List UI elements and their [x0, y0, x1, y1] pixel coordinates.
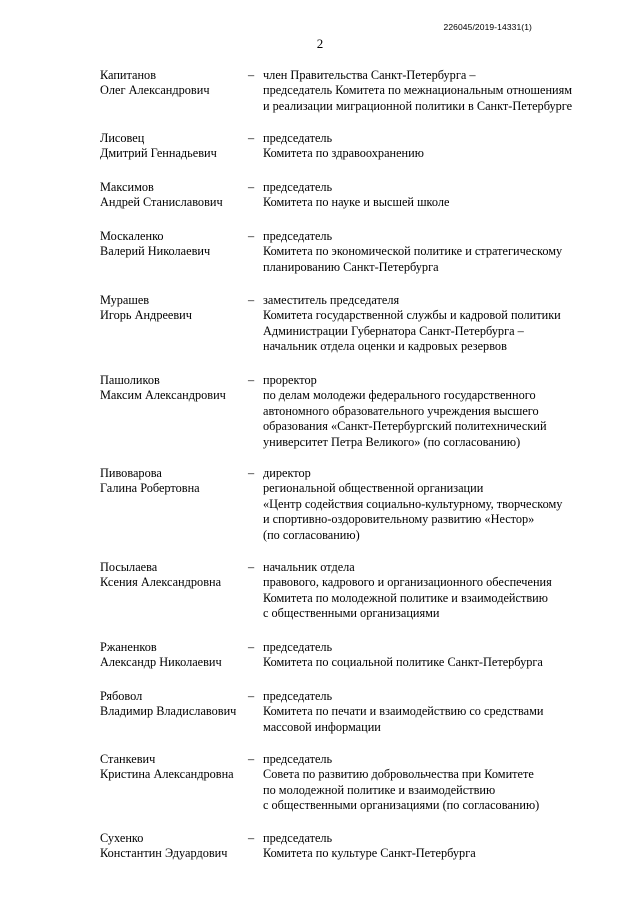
role-line: (по согласованию) — [263, 527, 360, 542]
member-name — [100, 373, 250, 404]
member-given-names: Максим Александрович — [100, 388, 226, 403]
member-role — [263, 68, 593, 114]
role-line: «Центр содействия социально-культурному, творческому — [263, 496, 563, 511]
member-name — [100, 293, 250, 324]
document-code: 226045/2019-14331(1) — [443, 22, 532, 32]
member-name — [100, 68, 250, 99]
member-role — [263, 466, 593, 543]
member-role — [263, 752, 593, 814]
dash-separator: – — [248, 131, 255, 145]
member-role — [263, 229, 593, 275]
page-number: 2 — [316, 36, 324, 51]
member-surname: Сухенко — [100, 831, 144, 845]
role-line: директор — [263, 466, 311, 480]
member-given-names: Кристина Александровна — [100, 767, 234, 782]
member-surname: Мурашев — [100, 293, 150, 307]
member-surname: Москаленко — [100, 229, 164, 243]
member-surname: Рябовол — [100, 689, 143, 703]
member-name — [100, 752, 250, 783]
member-given-names: Галина Робертовна — [100, 481, 200, 496]
role-line: председатель — [263, 229, 333, 243]
member-role — [263, 373, 593, 450]
member-surname: Посылаева — [100, 560, 158, 574]
dash-separator: – — [248, 752, 255, 766]
role-line: с общественными организациями (по согласованию) — [263, 798, 540, 813]
member-given-names: Александр Николаевич — [100, 655, 222, 670]
role-line: начальник отдела оценки и кадровых резервов — [263, 339, 507, 354]
dash-separator: – — [248, 831, 255, 845]
dash-separator: – — [248, 229, 255, 243]
member-role — [263, 640, 593, 671]
role-line: Комитета по социальной политике Санкт-Петербурга — [263, 655, 543, 670]
member-name — [100, 560, 250, 591]
role-line: по делам молодежи федерального государственного — [263, 388, 536, 403]
dash-separator: – — [248, 373, 255, 387]
member-surname: Лисовец — [100, 131, 145, 145]
member-name — [100, 831, 250, 862]
member-name — [100, 131, 250, 162]
role-line: и спортивно-оздоровительному развитию «Нестор» — [263, 512, 535, 527]
role-line: Комитета государственной службы и кадровой политики — [263, 308, 561, 323]
member-name — [100, 689, 250, 720]
role-line: планированию Санкт-Петербурга — [263, 259, 439, 274]
member-name — [100, 229, 250, 260]
role-line: член Правительства Санкт-Петербурга – — [263, 68, 476, 82]
member-role — [263, 293, 593, 355]
member-role — [263, 560, 593, 622]
member-name — [100, 640, 250, 671]
role-line: Комитета по молодежной политике и взаимодействию — [263, 590, 548, 605]
role-line: председатель — [263, 180, 333, 194]
role-line: массовой информации — [263, 719, 381, 734]
member-surname: Капитанов — [100, 68, 157, 82]
role-line: Комитета по печати и взаимодействию со средствами — [263, 704, 544, 719]
role-line: председатель — [263, 131, 333, 145]
role-line: Администрации Губернатора Санкт-Петербурга – — [263, 323, 524, 338]
member-given-names: Валерий Николаевич — [100, 244, 211, 259]
member-role — [263, 689, 593, 735]
member-name — [100, 466, 250, 497]
dash-separator: – — [248, 689, 255, 703]
dash-separator: – — [248, 640, 255, 654]
member-surname: Ржаненков — [100, 640, 157, 654]
member-surname: Пашоликов — [100, 373, 160, 387]
role-line: университет Петра Великого» (по согласованию) — [263, 434, 521, 449]
role-line: образования «Санкт-Петербургский политехнический — [263, 419, 547, 434]
role-line: и реализации миграционной политики в Санкт-Петербурге — [263, 98, 573, 113]
role-line: Комитета по здравоохранению — [263, 146, 424, 161]
role-line: председатель — [263, 752, 333, 766]
role-line: председатель Комитета по межнациональным отношениям — [263, 83, 573, 98]
role-line: проректор — [263, 373, 317, 387]
member-surname: Максимов — [100, 180, 154, 194]
role-line: Комитета по науке и высшей школе — [263, 195, 450, 210]
role-line: Совета по развитию добровольчества при Комитете — [263, 767, 534, 782]
dash-separator: – — [248, 68, 255, 82]
member-given-names: Ксения Александровна — [100, 575, 222, 590]
member-given-names: Игорь Андреевич — [100, 308, 192, 323]
dash-separator: – — [248, 180, 255, 194]
role-line: Комитета по культуре Санкт-Петербурга — [263, 846, 476, 861]
member-role — [263, 831, 593, 862]
role-line: заместитель председателя — [263, 293, 400, 307]
dash-separator: – — [248, 293, 255, 307]
member-surname: Станкевич — [100, 752, 156, 766]
role-line: председатель — [263, 689, 333, 703]
member-given-names: Андрей Станиславович — [100, 195, 223, 210]
role-line: автономного образовательного учреждения высшего — [263, 403, 539, 418]
member-name — [100, 180, 250, 211]
dash-separator: – — [248, 560, 255, 574]
role-line: правового, кадрового и организационного обеспечения — [263, 575, 552, 590]
role-line: региональной общественной организации — [263, 481, 484, 496]
role-line: начальник отдела — [263, 560, 355, 574]
member-surname: Пивоварова — [100, 466, 162, 480]
member-given-names: Константин Эдуардович — [100, 846, 228, 861]
member-role — [263, 131, 593, 162]
member-given-names: Олег Александрович — [100, 83, 210, 98]
role-line: с общественными организациями — [263, 606, 440, 621]
member-given-names: Владимир Владиславович — [100, 704, 237, 719]
member-role — [263, 180, 593, 211]
role-line: председатель — [263, 640, 333, 654]
role-line: по молодежной политике и взаимодействию — [263, 782, 496, 797]
role-line: Комитета по экономической политике и стратегическому — [263, 244, 563, 259]
role-line: председатель — [263, 831, 333, 845]
dash-separator: – — [248, 466, 255, 480]
member-given-names: Дмитрий Геннадьевич — [100, 146, 217, 161]
